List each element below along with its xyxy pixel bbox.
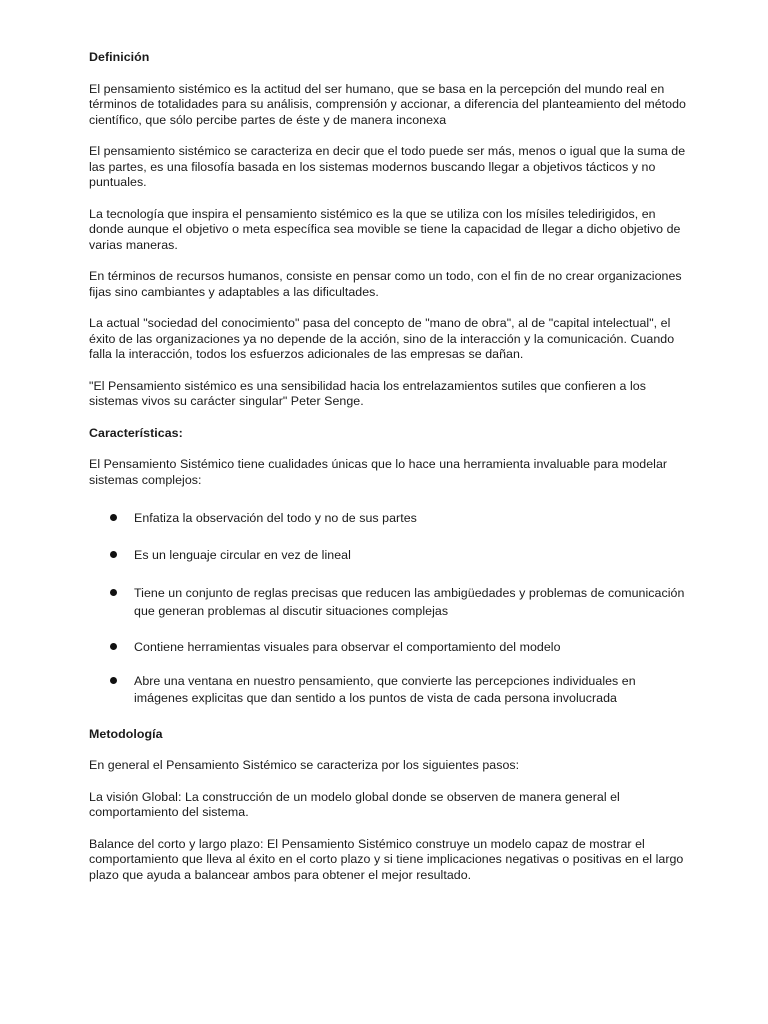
list-item-text: Contiene herramientas visuales para observar el comportamiento del modelo [134,640,561,654]
paragraph: El pensamiento sistémico es la actitud del ser humano, que se basa en la percepción del mundo real en términos de totalidades para su análisis, comprensión y accionar, a diferencia del planteamiento del método científico, que sólo percibe partes de éste y de manera inconexa [89,81,687,127]
list-item-text: Enfatiza la observación del todo y no de sus partes [134,511,417,525]
paragraph: La visión Global: La construcción de un modelo global donde se observen de manera general el comportamiento del sistema. [89,789,620,819]
bullet-icon [110,643,117,650]
paragraph: El pensamiento sistémico se caracteriza en decir que el todo puede ser más, menos o igual que la suma de las partes, es una filosofía basada en los sistemas modernos buscando llegar a objetivos tácticos y no puntuales. [89,144,686,189]
list-item-text: Es un lenguaje circular en vez de lineal [134,547,351,562]
list-item-text: Abre una ventana en nuestro pensamiento, que convierte las percepciones individuales en imágenes explicitas que dan sentido a los puntos de vista de cada persona involucrada [134,673,636,705]
paragraph: La actual "sociedad del conocimiento" pasa del concepto de "mano de obra", al de "capital intelectual", el éxito de las organizaciones ya no depende de la acción, sino de la interacción y la comunicación. Cuando falla la interacción, todos los esfuerzos adicionales de las empresas se dañan. [89,316,675,361]
list-item [89,673,689,708]
list-item [89,585,689,620]
paragraph: En términos de recursos humanos, consiste en pensar como un todo, con el fin de no crear organizaciones fijas sino cambiantes y adaptables a las dificultades. [89,269,682,299]
document-page [89,50,689,899]
bullet-icon [110,551,117,558]
list-item [89,510,689,528]
characteristics-list [89,510,689,708]
list-item-text: Tiene un conjunto de reglas precisas que reducen las ambigüedades y problemas de comunicación que generan problemas al discutir situaciones complejas [134,586,685,618]
paragraph: El Pensamiento Sistémico tiene cualidades únicas que lo hace una herramienta invaluable para modelar sistemas complejos: [89,457,668,487]
bullet-icon [110,589,117,596]
paragraph: La tecnología que inspira el pensamiento sistémico es la que se utiliza con los mísiles teledirigidos, en donde aunque el objetivo o meta específica sea movible se tiene la capacidad de llegar a dicho objetivo de varias maneras. [89,206,681,252]
paragraph: Balance del corto y largo plazo: El Pensamiento Sistémico construye un modelo capaz de mostrar el comportamiento que lleva al éxito en el corto plazo y si tiene implicaciones negativas o positivas en el largo plazo que ayuda a balancear ambos para obtener el mejor resultado. [89,836,684,882]
heading-metodologia: Metodología [89,726,163,741]
heading-caracteristicas: Características: [89,425,183,440]
list-item [89,547,689,565]
bullet-icon [110,514,117,521]
heading-definicion: Definición [89,50,150,64]
bullet-icon [110,677,117,684]
paragraph: "El Pensamiento sistémico es una sensibilidad hacia los entrelazamientos sutiles que confieren a los sistemas vivos su carácter singular" Peter Senge. [89,378,646,408]
list-item [89,639,689,657]
paragraph: En general el Pensamiento Sistémico se caracteriza por los siguientes pasos: [89,758,520,772]
